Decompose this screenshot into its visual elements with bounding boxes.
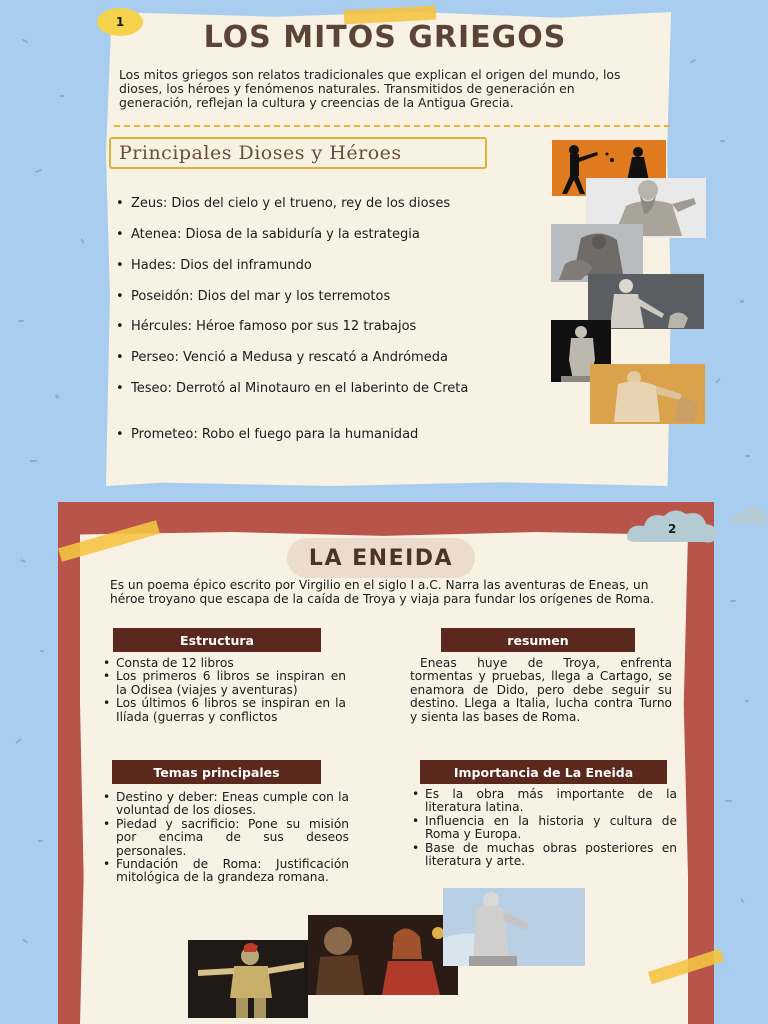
- page-title: LOS MITOS GRIEGOS: [203, 20, 567, 55]
- list-item: • Los últimos 6 libros se inspiran en la Ilíada (guerras y conflictos: [100, 697, 346, 724]
- section-title: [287, 538, 475, 578]
- list-item: • Teseo: Derrotó al Minotauro en el laberinto de Creta: [116, 381, 531, 397]
- importancia-list: [409, 788, 677, 868]
- painting-image: [308, 915, 458, 995]
- section-title-text: LA ENEIDA: [308, 545, 454, 571]
- intro-paragraph: Es un poema épico escrito por Virgilio en el siglo I a.C. Narra las aventuras de Eneas, un héroe troyano que escapa de la caída de Troya y viaja para fundar los orígenes de Roma.: [110, 578, 654, 606]
- importancia-heading: [420, 760, 667, 784]
- temas-heading: [112, 760, 321, 784]
- page-number: 2: [668, 522, 677, 536]
- resumen-paragraph: Eneas huye de Troya, enfrenta tormentas y pruebas, llega a Cartago, se enamora de Dido, pero debe seguir su destino. Llega a Italia, lucha contra Turno y sienta las bases de Roma.: [410, 656, 672, 724]
- list-item: • Hades: Dios del inframundo: [116, 258, 561, 274]
- resumen-heading-text: resumen: [507, 632, 569, 648]
- list-item: • Destino y deber: Eneas cumple con la voluntad de los dioses.: [100, 791, 349, 818]
- list-item: • Piedad y sacrificio: Pone su misión por encima de sus deseos personales.: [100, 818, 349, 858]
- temas-list: [100, 791, 349, 885]
- temas-heading-text: Temas principales: [153, 764, 280, 780]
- list-item: • Poseidón: Dios del mar y los terremotos: [116, 289, 561, 305]
- resumen-heading: [441, 628, 635, 652]
- list-item: • Atenea: Diosa de la sabiduría y la estrategia: [116, 227, 561, 243]
- list-item: • Fundación de Roma: Justificación mitológica de la grandeza romana.: [100, 858, 349, 885]
- section-subtitle-text: Principales Dioses y Héroes: [119, 142, 402, 164]
- list-item: • Base de muchas obras posteriores en literatura y arte.: [409, 842, 677, 869]
- estructura-heading-text: Estructura: [180, 632, 254, 648]
- page-number-badge: [97, 8, 143, 36]
- list-item: • Perseo: Venció a Medusa y rescató a Andrómeda: [116, 350, 561, 366]
- virgil-statue-image: [443, 888, 585, 966]
- dashed-divider: [114, 125, 670, 127]
- list-item: • Influencia en la historia y cultura de Roma y Europa.: [409, 815, 677, 842]
- list-item: • Consta de 12 libros: [100, 657, 346, 670]
- list-item: • Hércules: Héroe famoso por sus 12 trabajos: [116, 319, 561, 335]
- list-item: • Zeus: Dios del cielo y el trueno, rey de los dioses: [116, 196, 561, 212]
- list-item: • Prometeo: Robo el fuego para la humanidad: [116, 427, 561, 443]
- warrior-image: [188, 940, 308, 1018]
- list-item: • Es la obra más importante de la literatura latina.: [409, 788, 677, 815]
- theseus-statue-image: [590, 364, 705, 424]
- intro-paragraph: Los mitos griegos son relatos tradicionales que explican el origen del mundo, los dioses, los héroes y fenómenos naturales. Transmitidos de generación en generación, reflejan la cultura y creencias de la Antigua Grecia.: [119, 67, 621, 110]
- estructura-heading: [113, 628, 321, 652]
- list-item: • Los primeros 6 libros se inspiran en la Odisea (viajes y aventuras): [100, 670, 346, 697]
- page-number: 1: [115, 15, 125, 29]
- decorative-cloud: [730, 500, 768, 528]
- section-subtitle: [109, 137, 487, 169]
- importancia-heading-text: Importancia de La Eneida: [453, 764, 634, 780]
- estructura-list: [100, 657, 346, 724]
